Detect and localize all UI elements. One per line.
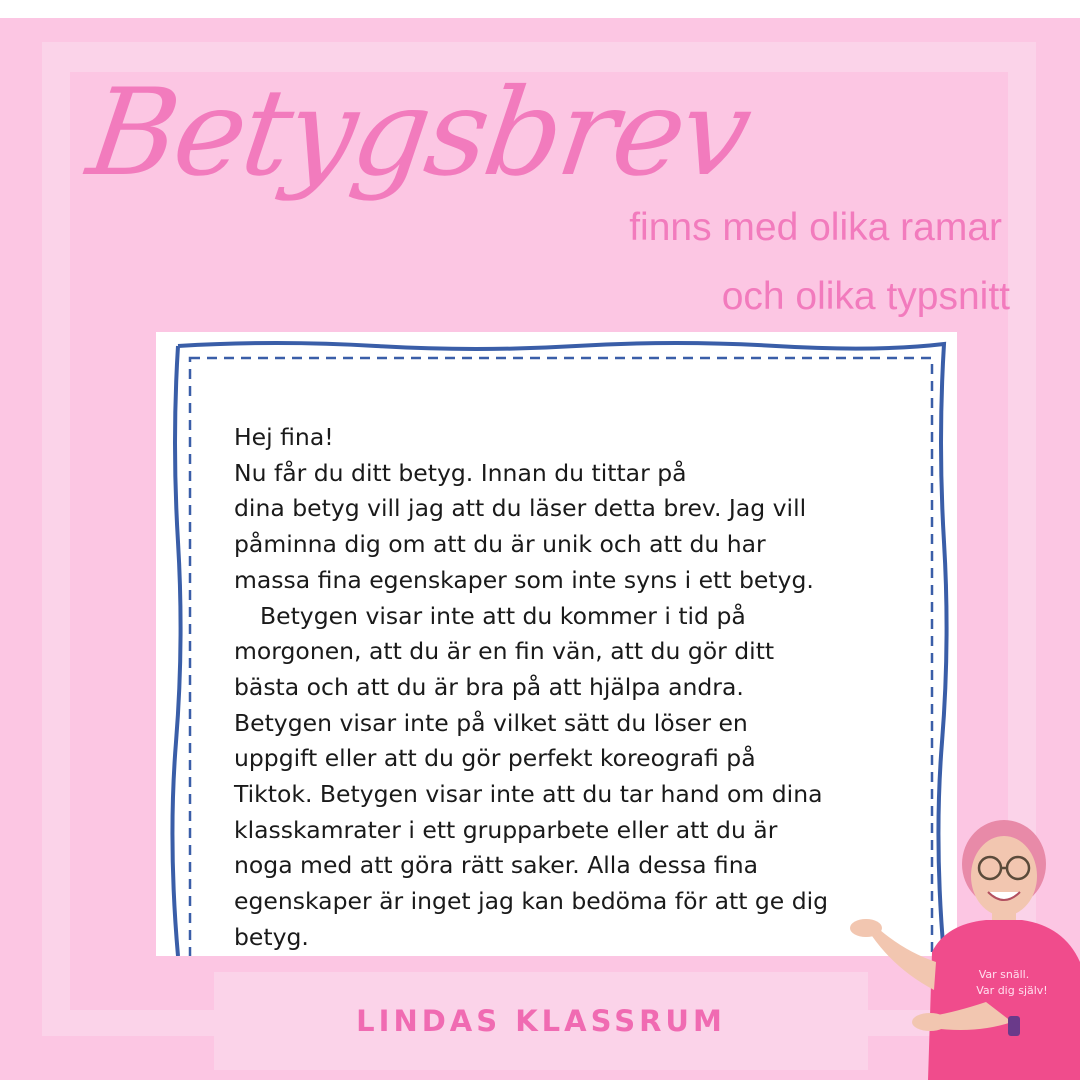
letter-line: Tiktok. Betygen visar inte att du tar hand om dina (234, 780, 823, 809)
letter-line: klasskamrater i ett grupparbete eller att du är (234, 815, 778, 844)
subtitle-line-2: och olika typsnitt (721, 275, 1010, 318)
brand-name: LINDAS KLASSRUM (356, 1004, 726, 1038)
letter-line: Betygen visar inte att du kommer i tid på (260, 601, 746, 630)
letter-line: noga med att göra rätt saker. Alla dessa fina (234, 851, 759, 880)
letter-line: betyg. (234, 922, 309, 951)
shirt-text-1: Var snäll. (978, 968, 1030, 981)
page-title: Betygsbrev (80, 64, 757, 203)
letter-line: Nu får du ditt betyg. Innan du tittar på (234, 458, 687, 487)
letter-line: dina betyg vill jag att du läser detta brev. Jag vill (234, 494, 807, 523)
letter-line: massa fina egenskaper som inte syns i ett betyg. (234, 565, 814, 594)
letter-line: morgonen, att du är en fin vän, att du gör ditt (234, 637, 775, 666)
presenter-photo (836, 812, 1080, 1080)
letter-line: egenskaper är inget jag kan bedöma för att ge dig (234, 887, 829, 916)
letter-line: uppgift eller att du gör perfekt koreografi på (234, 744, 756, 773)
subtitle-line-1: finns med olika ramar (629, 206, 1002, 249)
letter-line: bästa och att du är bra på att hjälpa andra. (234, 672, 744, 701)
shirt-text-2: Var dig själv! (976, 984, 1048, 997)
letter-line: Hej fina! (234, 423, 334, 451)
letter-body (234, 420, 934, 956)
letter-line: påminna dig om att du är unik och att du har (234, 530, 766, 559)
letter-line: Betygen visar inte på vilket sätt du löser en (234, 708, 748, 737)
